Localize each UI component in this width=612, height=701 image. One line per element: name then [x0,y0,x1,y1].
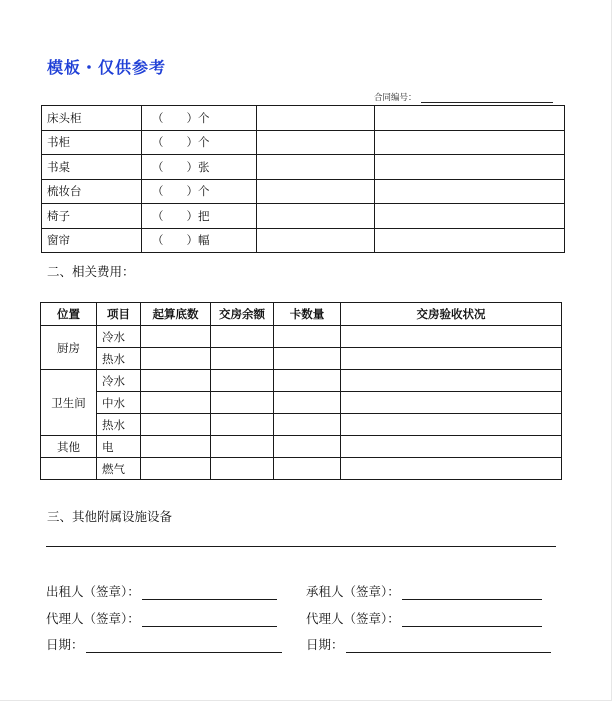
furniture-qty: （ ）个 [142,179,257,204]
table-cell [341,348,562,370]
furniture-name: 床头柜 [42,106,142,131]
column-header: 项目 [97,303,141,326]
fees-table [40,302,562,480]
furniture-qty: （ ）幅 [142,228,257,253]
table-row [41,348,562,370]
date-right [306,635,551,653]
table-row [41,436,562,458]
table-cell [375,179,565,204]
furniture-name: 书桌 [42,155,142,180]
column-header: 交房余额 [211,303,274,326]
table-row [41,370,562,392]
contract-number-label: 合同编号： [374,93,417,103]
table-row [42,155,565,180]
agent-signature-label: 代理人（签章）： [306,611,400,626]
table-cell [257,179,375,204]
furniture-qty: （ ）把 [142,204,257,229]
table-row [42,106,565,131]
column-header: 起算底数 [141,303,211,326]
table-cell [141,326,211,348]
location-cell: 其他 [41,436,97,458]
lessee-signature-label: 承租人（签章）： [306,584,400,599]
table-cell [274,414,341,436]
item-cell: 电 [97,436,141,458]
contract-number-line [421,93,553,103]
signature-line [142,587,277,600]
table-cell [274,458,341,480]
table-cell [211,370,274,392]
table-cell [274,370,341,392]
column-header: 卡数量 [274,303,341,326]
furniture-name: 书柜 [42,130,142,155]
table-row [42,228,565,253]
agent-signature-left [46,609,277,627]
table-cell [274,436,341,458]
table-cell [211,326,274,348]
table-cell [141,370,211,392]
signature-line [402,587,542,600]
item-cell: 中水 [97,392,141,414]
table-cell [341,326,562,348]
table-row [42,179,565,204]
date-label: 日期： [306,637,344,652]
table-cell [274,326,341,348]
item-cell: 热水 [97,348,141,370]
table-cell [257,106,375,131]
item-cell: 燃气 [97,458,141,480]
table-cell [141,392,211,414]
table-cell [257,228,375,253]
table-cell [211,348,274,370]
table-row [42,204,565,229]
section-heading-facilities: 三、其他附属设施设备 [47,509,173,524]
furniture-name: 梳妆台 [42,179,142,204]
location-cell: 卫生间 [41,370,97,436]
date-left [46,635,282,653]
furniture-qty: （ ）张 [142,155,257,180]
column-header: 位置 [41,303,97,326]
agent-signature-label: 代理人（签章）： [46,611,140,626]
signature-line [142,614,277,627]
table-cell [257,155,375,180]
table-cell [141,458,211,480]
item-cell: 冷水 [97,370,141,392]
table-cell [375,106,565,131]
furniture-qty: （ ）个 [142,106,257,131]
lessor-signature [46,582,277,600]
table-cell [341,436,562,458]
table-cell [141,348,211,370]
template-title: 模板・仅供参考 [47,58,167,77]
lessor-signature-label: 出租人（签章）： [46,584,140,599]
table-cell [141,436,211,458]
table-row [42,130,565,155]
facilities-blank-line [46,546,556,547]
table-cell [274,348,341,370]
furniture-name: 椅子 [42,204,142,229]
item-cell: 热水 [97,414,141,436]
table-cell [211,458,274,480]
table-cell [341,370,562,392]
agent-signature-right [306,609,542,627]
table-cell [375,228,565,253]
table-cell [257,204,375,229]
column-header: 交房验收状况 [341,303,562,326]
table-row [41,392,562,414]
furniture-name: 窗帘 [42,228,142,253]
table-cell [341,458,562,480]
location-cell [41,458,97,480]
table-cell [341,392,562,414]
table-cell [141,414,211,436]
table-row [41,414,562,436]
table-row [41,458,562,480]
table-cell [274,392,341,414]
table-header-row [41,303,562,326]
table-cell [341,414,562,436]
item-cell: 冷水 [97,326,141,348]
contract-number [374,91,553,103]
table-cell [375,204,565,229]
table-cell [211,392,274,414]
table-cell [257,130,375,155]
date-line [346,640,551,653]
lessee-signature [306,582,542,600]
table-cell [375,130,565,155]
date-label: 日期： [46,637,84,652]
furniture-table [41,105,565,253]
table-cell [375,155,565,180]
table-cell [211,414,274,436]
table-cell [211,436,274,458]
furniture-qty: （ ）个 [142,130,257,155]
location-cell: 厨房 [41,326,97,370]
section-heading-fees: 二、相关费用： [47,264,135,279]
signature-line [402,614,542,627]
date-line [86,640,282,653]
table-row [41,326,562,348]
